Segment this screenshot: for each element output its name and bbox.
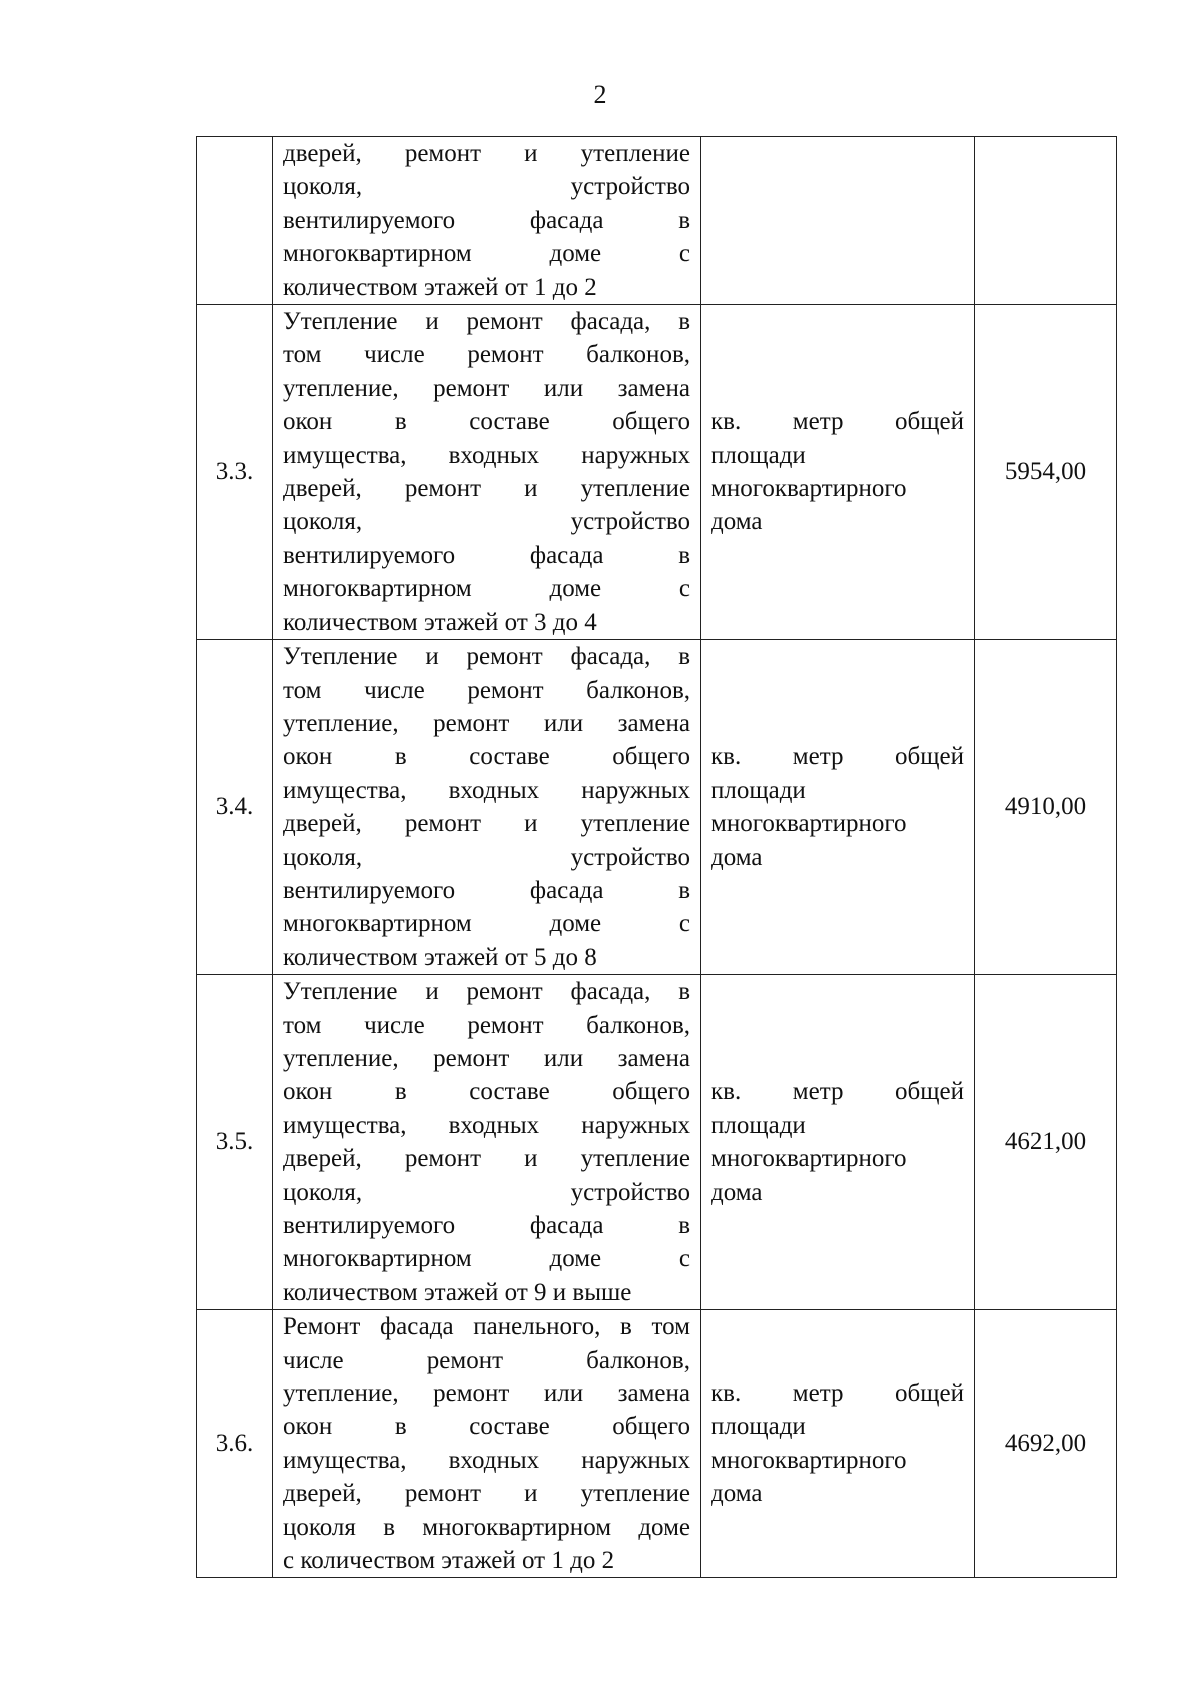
description-line: с количеством этажей от 1 до 2 bbox=[283, 1547, 615, 1575]
description-line: вентилируемого фасада в bbox=[283, 206, 690, 234]
item-number-cell bbox=[197, 137, 273, 305]
work-description-cell bbox=[273, 305, 701, 640]
description-line: Утепление и ремонт фасада, в bbox=[283, 308, 690, 336]
description-line: Ремонт фасада панельного, в том bbox=[283, 1313, 690, 1341]
description-line: том числе ремонт балконов, bbox=[283, 676, 690, 704]
item-number-cell: 3.4. bbox=[197, 640, 273, 975]
description-line: Утепление и ремонт фасада, в bbox=[283, 643, 690, 671]
description-line: количеством этажей от 3 до 4 bbox=[283, 608, 597, 636]
description-line: количеством этажей от 9 и выше bbox=[283, 1278, 632, 1306]
description-line: том числе ремонт балконов, bbox=[283, 1011, 690, 1039]
unit-line: кв. метр общей bbox=[711, 1380, 964, 1408]
work-description-cell bbox=[273, 1310, 701, 1578]
unit-cell bbox=[701, 137, 975, 305]
description-line: вентилируемого фасада в bbox=[283, 541, 690, 569]
description-line: дверей, ремонт и утепление bbox=[283, 475, 690, 503]
unit-line: дома bbox=[711, 843, 763, 871]
table-row bbox=[197, 975, 1117, 1310]
table-row bbox=[197, 305, 1117, 640]
unit-line: многоквартирного bbox=[711, 475, 907, 503]
description-line: дверей, ремонт и утепление bbox=[283, 810, 690, 838]
unit-line: кв. метр общей bbox=[711, 743, 964, 771]
cost-value-cell: 4910,00 bbox=[975, 640, 1117, 975]
unit-line: площади bbox=[711, 1111, 806, 1139]
unit-cell bbox=[701, 975, 975, 1310]
work-description-cell bbox=[273, 975, 701, 1310]
unit-line: площади bbox=[711, 776, 806, 804]
unit-line: кв. метр общей bbox=[711, 408, 964, 436]
description-line: утепление, ремонт или замена bbox=[283, 374, 690, 402]
description-line: дверей, ремонт и утепление bbox=[283, 1480, 690, 1508]
description-line: многоквартирном доме с bbox=[283, 1245, 690, 1273]
description-line: вентилируемого фасада в bbox=[283, 876, 690, 904]
unit-line: многоквартирного bbox=[711, 810, 907, 838]
description-line: утепление, ремонт или замена bbox=[283, 1380, 690, 1408]
unit-line: дома bbox=[711, 1178, 763, 1206]
work-description-cell bbox=[273, 640, 701, 975]
description-line: имущества, входных наружных bbox=[283, 776, 690, 804]
description-line: цоколя, устройство bbox=[283, 843, 690, 871]
description-line: количеством этажей от 5 до 8 bbox=[283, 943, 597, 971]
description-line: цоколя, устройство bbox=[283, 1178, 690, 1206]
description-line: дверей, ремонт и утепление bbox=[283, 140, 690, 167]
cost-value-cell: 4621,00 bbox=[975, 975, 1117, 1310]
item-number-cell: 3.6. bbox=[197, 1310, 273, 1578]
description-line: многоквартирном доме с bbox=[283, 240, 690, 268]
description-line: окон в составе общего bbox=[283, 1413, 690, 1441]
description-line: утепление, ремонт или замена bbox=[283, 709, 690, 737]
unit-cell bbox=[701, 1310, 975, 1578]
rates-table bbox=[196, 136, 1117, 1578]
unit-cell bbox=[701, 305, 975, 640]
table-row bbox=[197, 1310, 1117, 1578]
description-line: имущества, входных наружных bbox=[283, 441, 690, 469]
description-line: окон в составе общего bbox=[283, 743, 690, 771]
unit-line: дома bbox=[711, 1480, 763, 1508]
unit-line: многоквартирного bbox=[711, 1145, 907, 1173]
description-line: цоколя в многоквартирном доме bbox=[283, 1513, 690, 1541]
description-line: многоквартирном доме с bbox=[283, 910, 690, 938]
description-line: имущества, входных наружных bbox=[283, 1446, 690, 1474]
item-number-cell: 3.3. bbox=[197, 305, 273, 640]
cost-value-cell bbox=[975, 137, 1117, 305]
description-line: цоколя, устройство bbox=[283, 173, 690, 201]
description-line: числе ремонт балконов, bbox=[283, 1346, 690, 1374]
item-number-cell: 3.5. bbox=[197, 975, 273, 1310]
description-line: имущества, входных наружных bbox=[283, 1111, 690, 1139]
description-line: дверей, ремонт и утепление bbox=[283, 1145, 690, 1173]
description-line: многоквартирном доме с bbox=[283, 575, 690, 603]
unit-cell bbox=[701, 640, 975, 975]
description-line: количеством этажей от 1 до 2 bbox=[283, 273, 597, 301]
description-line: окон в составе общего bbox=[283, 1078, 690, 1106]
unit-line: многоквартирного bbox=[711, 1446, 907, 1474]
description-line: окон в составе общего bbox=[283, 408, 690, 436]
unit-line: кв. метр общей bbox=[711, 1078, 964, 1106]
description-line: Утепление и ремонт фасада, в bbox=[283, 978, 690, 1006]
description-line: том числе ремонт балконов, bbox=[283, 341, 690, 369]
table-row bbox=[197, 137, 1117, 305]
rates-table-body bbox=[197, 137, 1117, 1578]
table-row bbox=[197, 640, 1117, 975]
unit-line: дома bbox=[711, 508, 763, 536]
description-line: утепление, ремонт или замена bbox=[283, 1044, 690, 1072]
description-line: вентилируемого фасада в bbox=[283, 1212, 690, 1239]
page-number: 2 bbox=[593, 80, 607, 109]
cost-value-cell: 4692,00 bbox=[975, 1310, 1117, 1578]
cost-value-cell: 5954,00 bbox=[975, 305, 1117, 640]
unit-line: площади bbox=[711, 441, 806, 469]
description-line: цоколя, устройство bbox=[283, 508, 690, 536]
work-description-cell bbox=[273, 137, 701, 305]
unit-line: площади bbox=[711, 1413, 806, 1441]
